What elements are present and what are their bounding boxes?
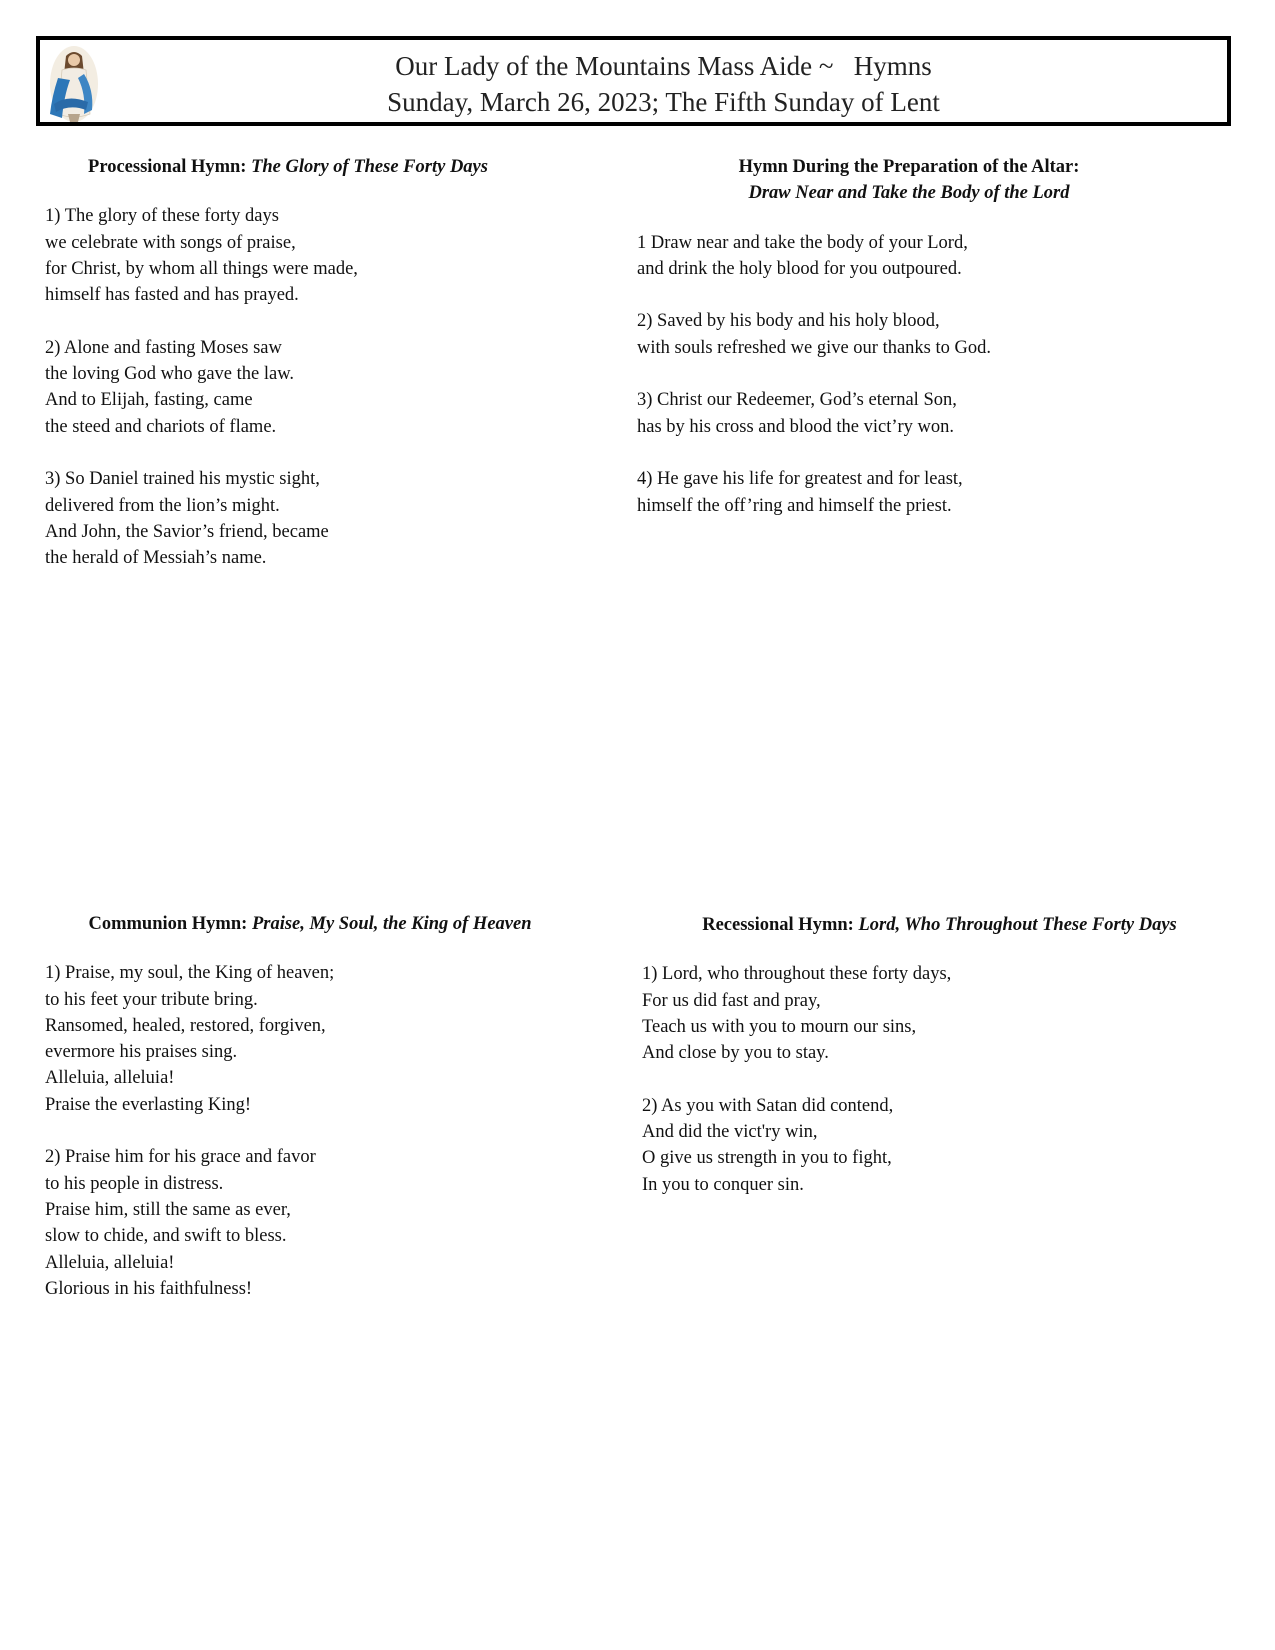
verse-line: 1 Draw near and take the body of your Lord, — [637, 232, 968, 253]
hymn-label: Communion Hymn: — [88, 914, 252, 934]
processional-hymn — [45, 154, 605, 598]
hymn-title: Draw Near and Take the Body of the Lord — [748, 183, 1070, 204]
verse-line: with souls refreshed we give our thanks to God. — [637, 337, 992, 358]
verse-line: Praise him, still the same as ever, — [45, 1199, 291, 1220]
verse-line: the loving God who gave the law. — [45, 364, 295, 385]
verse — [45, 203, 605, 308]
verse — [637, 466, 1237, 519]
verse-line: to his people in distress. — [45, 1173, 224, 1194]
verse-line: slow to chide, and swift to bless. — [45, 1226, 287, 1247]
verse-line: 4) He gave his life for greatest and for least, — [637, 469, 963, 490]
hymn-title: Praise, My Soul, the King of Heaven — [251, 914, 532, 934]
verse-line: Praise the everlasting King! — [45, 1094, 252, 1115]
verse — [45, 1144, 605, 1302]
verse-line: 2) Alone and fasting Moses saw — [45, 337, 282, 358]
verse-line: the herald of Messiah’s name. — [45, 548, 267, 569]
verse — [45, 960, 605, 1118]
verse-line: And close by you to stay. — [642, 1043, 829, 1064]
verse-line: For us did fast and pray, — [642, 990, 821, 1011]
verse — [45, 466, 605, 571]
header-date: Sunday, March 26, 2023; The Fifth Sunday of Lent — [387, 87, 940, 117]
verse-line: Teach us with you to mourn our sins, — [642, 1016, 917, 1037]
hymn-title: Lord, Who Throughout These Forty Days — [858, 915, 1177, 935]
verse-line: delivered from the lion’s might. — [45, 495, 280, 516]
verse-line: In you to conquer sin. — [642, 1174, 804, 1195]
verse — [642, 961, 1237, 1066]
verse-line: 1) Lord, who throughout these forty days, — [642, 964, 952, 985]
verse-line: himself has fasted and has prayed. — [45, 285, 299, 306]
virgin-mary-icon — [44, 44, 100, 124]
verse-line: Glorious in his faithfulness! — [45, 1278, 253, 1299]
hymn-label: Recessional Hymn: — [702, 915, 859, 935]
recessional-hymn — [642, 912, 1237, 1224]
verse-line: himself the off’ring and himself the priest. — [637, 495, 952, 516]
verse-line: 3) Christ our Redeemer, God’s eternal Son, — [637, 390, 957, 411]
verse-line: Ransomed, healed, restored, forgiven, — [45, 1015, 326, 1036]
verse-line: And to Elijah, fasting, came — [45, 390, 253, 411]
verse-line: the steed and chariots of flame. — [45, 416, 277, 437]
verse-line: 3) So Daniel trained his mystic sight, — [45, 469, 320, 490]
verse-line: has by his cross and blood the vict’ry won. — [637, 416, 955, 437]
verse-line: evermore his praises sing. — [45, 1042, 238, 1063]
verse — [45, 335, 605, 440]
verse-line: 2) As you with Satan did contend, — [642, 1095, 894, 1116]
page-header — [36, 36, 1231, 126]
verse-line: 2) Saved by his body and his holy blood, — [637, 311, 940, 332]
hymn-heading — [45, 154, 605, 180]
verse-line: we celebrate with songs of praise, — [45, 232, 296, 253]
preparation-hymn — [637, 154, 1237, 545]
verse — [642, 1093, 1237, 1198]
verse-line: for Christ, by whom all things were made, — [45, 258, 358, 279]
hymn-heading — [637, 154, 1237, 207]
hymn-label: Processional Hymn: — [88, 157, 252, 177]
verse-line: O give us strength in you to fight, — [642, 1148, 892, 1169]
verse-line: 1) The glory of these forty days — [45, 206, 279, 227]
hymn-title: The Glory of These Forty Days — [251, 157, 488, 177]
verse-line: Alleluia, alleluia! — [45, 1252, 175, 1273]
verse-line: Alleluia, alleluia! — [45, 1068, 175, 1089]
header-title: Our Lady of the Mountains Mass Aide ~ Hymns — [395, 51, 932, 81]
verse-line: to his feet your tribute bring. — [45, 989, 258, 1010]
communion-hymn — [45, 911, 605, 1328]
hymn-label: Hymn During the Preparation of the Altar: — [738, 157, 1080, 177]
hymn-heading — [45, 911, 605, 937]
verse-line: 2) Praise him for his grace and favor — [45, 1147, 316, 1168]
verse-line: and drink the holy blood for you outpoured. — [637, 258, 962, 279]
verse — [637, 308, 1237, 361]
hymn-heading — [642, 912, 1237, 938]
verse-line: 1) Praise, my soul, the King of heaven; — [45, 963, 335, 984]
verse — [637, 230, 1237, 283]
verse-line: And did the vict'ry win, — [642, 1122, 818, 1143]
verse-line: And John, the Savior’s friend, became — [45, 521, 329, 542]
verse — [637, 387, 1237, 440]
